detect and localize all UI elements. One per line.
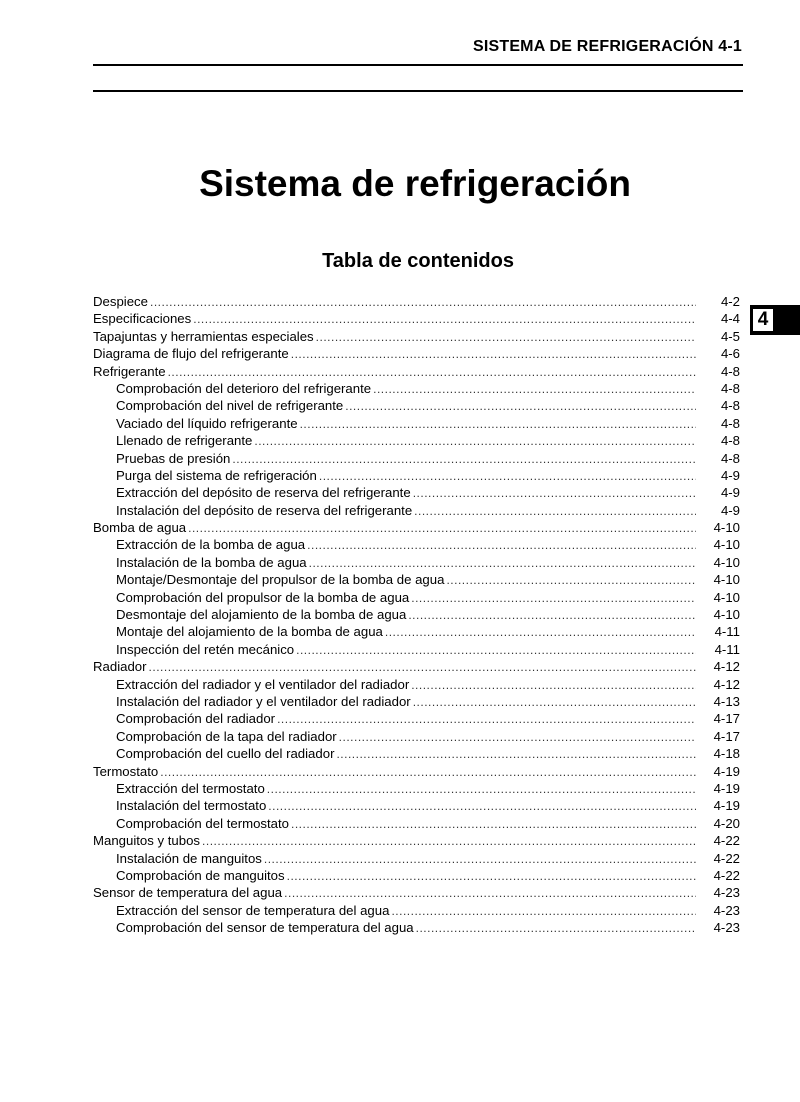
toc-entry-label: Comprobación del cuello del radiador — [116, 746, 335, 762]
toc-entry-page: 4-19 — [713, 798, 740, 814]
toc-entry[interactable] — [93, 328, 740, 345]
toc-leader-dots — [168, 364, 696, 381]
toc-leader-dots — [373, 381, 696, 398]
toc-entry[interactable] — [93, 293, 740, 310]
toc-entry[interactable] — [93, 554, 740, 571]
toc-leader-dots — [345, 398, 696, 415]
toc-leader-dots — [446, 572, 696, 589]
toc-entry-page: 4-23 — [713, 902, 740, 918]
toc-entry-label: Instalación del radiador y el ventilador del radiador — [116, 693, 411, 709]
toc-entry[interactable] — [93, 415, 740, 432]
toc-entry-label: Comprobación del termostato — [116, 815, 289, 831]
toc-entry[interactable] — [93, 902, 740, 919]
toc-leader-dots — [291, 816, 696, 833]
toc-leader-dots — [319, 468, 696, 485]
toc-leader-dots — [336, 746, 696, 763]
toc-entry-page: 4-13 — [713, 693, 740, 709]
toc-entry-page: 4-9 — [720, 467, 740, 483]
toc-entry-page: 4-11 — [714, 624, 740, 640]
toc-leader-dots — [316, 329, 696, 346]
toc-entry-label: Montaje del alojamiento de la bomba de agua — [116, 624, 383, 640]
toc-leader-dots — [416, 920, 696, 937]
toc-entry[interactable] — [93, 363, 740, 380]
toc-entry-label: Comprobación del radiador — [116, 711, 276, 727]
toc-entry-label: Especificaciones — [93, 311, 192, 327]
toc-entry-label: Inspección del retén mecánico — [116, 641, 295, 657]
toc-entry-label: Instalación de la bomba de agua — [116, 554, 307, 570]
toc-entry-page: 4-19 — [713, 780, 740, 796]
toc-entry-label: Refrigerante — [93, 363, 166, 379]
toc-entry[interactable] — [93, 728, 740, 745]
toc-leader-dots — [300, 416, 696, 433]
toc-entry[interactable] — [93, 502, 740, 519]
toc-leader-dots — [264, 851, 696, 868]
toc-entry-page: 4-12 — [713, 676, 740, 692]
toc-entry-page: 4-18 — [713, 746, 740, 762]
toc-leader-dots — [411, 590, 696, 607]
toc-entry-label: Instalación de manguitos — [116, 850, 262, 866]
toc-leader-dots — [413, 694, 696, 711]
toc-entry-page: 4-12 — [713, 659, 740, 675]
toc-entry[interactable] — [93, 345, 740, 362]
toc-entry-label: Tapajuntas y herramientas especiales — [93, 328, 314, 344]
toc-entry[interactable] — [93, 380, 740, 397]
toc-entry-label: Manguitos y tubos — [93, 833, 201, 849]
toc-entry[interactable] — [93, 884, 740, 901]
toc-leader-dots — [391, 903, 696, 920]
toc-entry-page: 4-10 — [713, 607, 740, 623]
toc-entry-page: 4-19 — [713, 763, 740, 779]
toc-leader-dots — [385, 624, 696, 641]
toc-entry[interactable] — [93, 815, 740, 832]
toc-entry-label: Sensor de temperatura del agua — [93, 885, 283, 901]
toc-entry[interactable] — [93, 589, 740, 606]
toc-leader-dots — [414, 503, 696, 520]
toc-entry-label: Instalación del termostato — [116, 798, 267, 814]
toc-entry-page: 4-5 — [720, 328, 740, 344]
toc-entry-page: 4-17 — [713, 711, 740, 727]
toc-entry-page: 4-10 — [713, 554, 740, 570]
toc-leader-dots — [193, 311, 696, 328]
header-rule-bottom — [93, 90, 743, 92]
toc-entry-label: Bomba de agua — [93, 520, 187, 536]
toc-heading: Tabla de contenidos — [322, 250, 514, 272]
toc-entry-label: Radiador — [93, 659, 147, 675]
toc-leader-dots — [296, 642, 696, 659]
toc-entry[interactable] — [93, 467, 740, 484]
toc-entry-label: Instalación del depósito de reserva del refrigerante — [116, 502, 413, 518]
toc-entry[interactable] — [93, 832, 740, 849]
toc-leader-dots — [411, 677, 696, 694]
toc-entry-label: Comprobación del nivel de refrigerante — [116, 398, 344, 414]
toc-leader-dots — [150, 294, 696, 311]
toc-entry-page: 4-8 — [720, 450, 740, 466]
toc-entry-label: Extracción del depósito de reserva del refrigerante — [116, 485, 411, 501]
toc-entry[interactable] — [93, 919, 740, 936]
toc-entry[interactable] — [93, 710, 740, 727]
toc-entry-page: 4-22 — [713, 867, 740, 883]
toc-entry-label: Extracción del radiador y el ventilador del radiador — [116, 676, 410, 692]
toc-leader-dots — [287, 868, 696, 885]
toc-entry-page: 4-17 — [713, 728, 740, 744]
toc-entry-page: 4-22 — [713, 850, 740, 866]
toc-entry-page: 4-8 — [720, 415, 740, 431]
toc-entry-page: 4-10 — [713, 520, 740, 536]
toc-entry-label: Despiece — [93, 294, 148, 309]
toc-entry-label: Vaciado del líquido refrigerante — [116, 415, 298, 431]
toc-entry-label: Extracción del sensor de temperatura del agua — [116, 902, 390, 918]
toc-leader-dots — [413, 485, 696, 502]
toc-entry-label: Montaje/Desmontaje del propulsor de la bomba de agua — [116, 572, 445, 588]
toc-entry-page: 4-23 — [713, 920, 740, 936]
chapter-tab-number: 4 — [752, 308, 774, 332]
toc-entry[interactable] — [93, 432, 740, 449]
toc-entry[interactable] — [93, 658, 740, 675]
toc-entry-label: Extracción del termostato — [116, 780, 265, 796]
toc-entry[interactable] — [93, 571, 740, 588]
toc-entry-page: 4-10 — [713, 589, 740, 605]
toc-leader-dots — [408, 607, 696, 624]
toc-entry-label: Comprobación del sensor de temperatura del agua — [116, 920, 414, 936]
toc-leader-dots — [160, 764, 696, 781]
toc-entry-label: Comprobación del propulsor de la bomba de agua — [116, 589, 410, 605]
toc-leader-dots — [284, 885, 696, 902]
toc-entry-page: 4-22 — [713, 833, 740, 849]
toc-entry-page: 4-9 — [720, 485, 740, 501]
toc-leader-dots — [254, 433, 696, 450]
toc-entry-page: 4-10 — [713, 537, 740, 553]
toc-entry-label: Extracción de la bomba de agua — [116, 537, 306, 553]
toc-entry-page: 4-23 — [713, 885, 740, 901]
toc-entry[interactable] — [93, 745, 740, 762]
toc-entry-page: 4-20 — [713, 815, 740, 831]
toc-entry[interactable] — [93, 693, 740, 710]
toc-entry[interactable] — [93, 536, 740, 553]
toc-leader-dots — [291, 346, 696, 363]
toc-entry-page: 4-2 — [720, 294, 740, 309]
toc-entry[interactable] — [93, 450, 740, 467]
page-header-title: SISTEMA DE REFRIGERACIÓN 4-1 — [472, 38, 742, 55]
toc-entry[interactable] — [93, 397, 740, 414]
toc-entry[interactable] — [93, 780, 740, 797]
toc-entry-page: 4-11 — [714, 641, 740, 657]
toc-entry-page: 4-10 — [713, 572, 740, 588]
toc-leader-dots — [232, 451, 696, 468]
toc-entry-label: Comprobación de la tapa del radiador — [116, 728, 337, 744]
toc-leader-dots — [267, 781, 696, 798]
toc-entry[interactable] — [93, 519, 740, 536]
toc-leader-dots — [149, 659, 696, 676]
toc-entry-label: Termostato — [93, 763, 159, 779]
toc-entry[interactable] — [93, 797, 740, 814]
toc-entry[interactable] — [93, 606, 740, 623]
toc-entry-label: Desmontaje del alojamiento de la bomba de agua — [116, 607, 407, 623]
toc-entry-page: 4-9 — [720, 502, 740, 518]
toc-leader-dots — [309, 555, 696, 572]
chapter-title: Sistema de refrigeración — [199, 163, 631, 204]
toc-entry[interactable] — [93, 763, 740, 780]
toc-leader-dots — [188, 520, 696, 537]
toc-entry-page: 4-8 — [720, 380, 740, 396]
toc-entry[interactable] — [93, 623, 740, 640]
toc-entry-page: 4-8 — [720, 398, 740, 414]
toc-entry-label: Comprobación de manguitos — [116, 867, 285, 883]
toc-entry[interactable] — [93, 676, 740, 693]
toc-leader-dots — [202, 833, 696, 850]
toc-entry[interactable] — [93, 641, 740, 658]
toc-entry[interactable] — [93, 310, 740, 327]
toc-entry-page: 4-8 — [720, 363, 740, 379]
toc-entry-page: 4-8 — [720, 433, 740, 449]
toc-entry-label: Comprobación del deterioro del refrigerante — [116, 380, 372, 396]
header-rule-top — [93, 64, 743, 66]
table-of-contents — [93, 293, 740, 936]
toc-leader-dots — [307, 537, 696, 554]
toc-entry-label: Llenado de refrigerante — [116, 433, 253, 449]
toc-entry[interactable] — [93, 867, 740, 884]
toc-entry-page: 4-6 — [720, 346, 740, 362]
toc-leader-dots — [268, 798, 696, 815]
toc-leader-dots — [277, 711, 696, 728]
toc-entry-label: Purga del sistema de refrigeración — [116, 467, 317, 483]
toc-entry[interactable] — [93, 484, 740, 501]
toc-leader-dots — [339, 729, 696, 746]
toc-entry-label: Diagrama de flujo del refrigerante — [93, 346, 289, 362]
toc-entry-label: Pruebas de presión — [116, 450, 231, 466]
toc-entry-page: 4-4 — [720, 311, 740, 327]
toc-entry[interactable] — [93, 850, 740, 867]
